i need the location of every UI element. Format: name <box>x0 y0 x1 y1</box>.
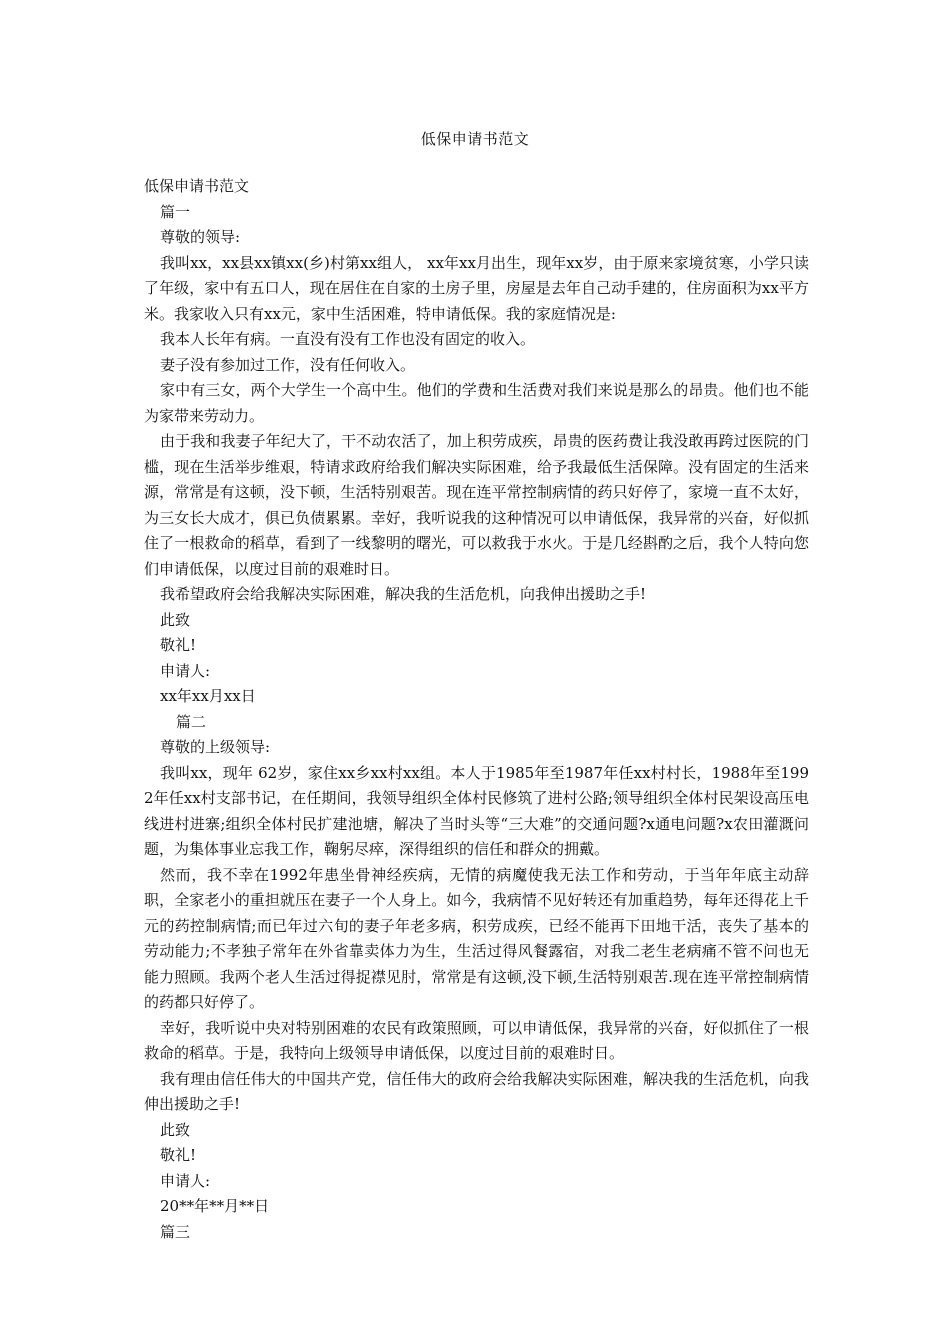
part2-date: 20**年**月**日 <box>160 1197 270 1215</box>
part1-paragraph-3: 妻子没有参加过工作，没有任何收入。 <box>160 355 416 374</box>
part2-heading: 篇二 <box>176 712 207 731</box>
part2-salutation: 尊敬的上级领导: <box>160 738 271 756</box>
part1-paragraph-6: 我希望政府会给我解决实际困难，解决我的生活危机，向我伸出援助之手! <box>160 585 647 603</box>
part2-paragraph-4: 我有理由信任伟大的中国共产党，信任伟大的政府会给我解决实际困难，解决我的生活危机，向我伸出援助之手! <box>144 1069 809 1113</box>
part1-paragraph-5: 由于我和我妻子年纪大了，干不动农活了，加上积劳成疾，昂贵的医药费让我没敢再跨过医院的门槛，现在生活举步维艰，特请求政府给我们解决实际困难，给予我最低生活保障。没有固定的生活来源，常常是有这顿，没下顿，生活特别艰苦。现在连平常控制病情的药只好停了，家境一直不太好，为三女长大成才，俱已负债累累。幸好，我听说我的这种情况可以申请低保，我异常的兴奋，好似抓住了一根救命的稻草，看到了一线黎明的曙光，可以救我于水火。于是几经斟酌之后，我个人特向您们申请低保，以度过目前的艰难时日。 <box>144 432 809 578</box>
part2-closing: 此致 <box>160 1120 191 1139</box>
part1-paragraph-1: 我叫xx，xx县xx镇xx(乡)村第xx组人， xx年xx月出生，现年xx岁，由于原来家境贫寒，小学只读了年级，家中有五口人，现在居住在自家的土房子里，房屋是去年自己动手建的，住房面积为xx平方米。我家收入只有xx元，家中生活困难，特申请低保。我的家庭情况是: <box>144 253 809 323</box>
document-body <box>144 174 809 1245</box>
document-subtitle: 低保申请书范文 <box>144 177 250 195</box>
part1-closing: 此致 <box>160 610 191 629</box>
part1-heading: 篇一 <box>160 202 191 221</box>
part1-regards: 敬礼! <box>160 636 197 654</box>
part1-applicant: 申请人: <box>160 661 211 680</box>
part1-date: xx年xx月xx日 <box>160 687 256 705</box>
part2-paragraph-2: 然而，我不幸在1992年患坐骨神经疾病，无情的病魔使我无法工作和劳动，于当年年底主动辞职，全家老小的重担就压在妻子一个人身上。如今，我病情不见好转还有加重趋势，每年还得花上千元的药控制病情;而已年过六旬的妻子年老多病，积劳成疾，已经不能再下田地干活，丧失了基本的劳动能力;不孝独子常年在外省靠卖体力为生，生活过得风餐露宿，对我二老生老病痛不管不问也无能力照顾。我两个老人生活过得捉襟见肘，常常是有这顿,没下顿,生活特别艰苦.现在连平常控制病情的药都只好停了。 <box>144 865 809 1011</box>
part1-paragraph-2: 我本人长年有病。一直没有没有工作也没有固定的收入。 <box>160 330 536 348</box>
part1-salutation: 尊敬的领导: <box>160 228 241 246</box>
part2-applicant: 申请人: <box>160 1171 211 1190</box>
part3-heading: 篇三 <box>160 1222 191 1241</box>
part2-paragraph-1: 我叫xx，现年 62岁，家住xx乡xx村xx组。本人于1985年至1987年任xx村村长，1988年至1992年任xx村支部书记，在任期间，我领导组织全体村民修筑了进村公路;领导组织全体村民架设高压电线进村进寨;组织全体村民扩建池塘，解决了当时头等“三大难”的交通问题?x通电问题?x农田灌溉问题，为集体事业忘我工作，鞠躬尽瘁，深得组织的信任和群众的拥戴。 <box>144 763 809 858</box>
document-title: 低保申请书范文 <box>420 130 530 148</box>
part2-regards: 敬礼! <box>160 1146 197 1164</box>
part2-paragraph-3: 幸好，我听说中央对特别困难的农民有政策照顾，可以申请低保，我异常的兴奋，好似抓住了一根救命的稻草。于是，我特向上级领导申请低保，以度过目前的艰难时日。 <box>144 1018 809 1062</box>
part1-paragraph-4: 家中有三女，两个大学生一个高中生。他们的学费和生活费对我们来说是那么的昂贵。他们也不能为家带来劳动力。 <box>144 381 809 425</box>
